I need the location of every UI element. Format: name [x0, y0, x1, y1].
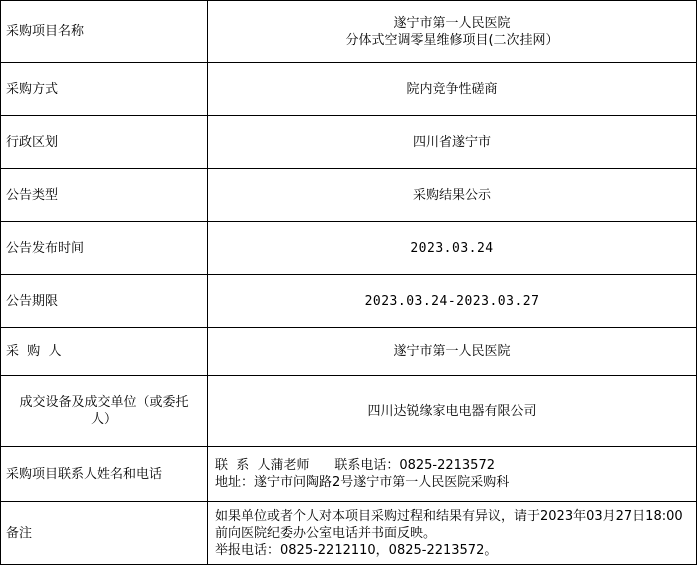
- contact-line-1: [215, 457, 692, 474]
- table-row-winning-bidder: [1, 376, 697, 447]
- row-label: 采 购 人: [1, 328, 208, 376]
- remarks-value: [208, 502, 697, 565]
- table-row-purchaser: [1, 328, 697, 376]
- row-label: 采购项目名称: [1, 1, 208, 63]
- row-label: 公告期限: [1, 275, 208, 328]
- table-row-project-name: [1, 1, 697, 63]
- procurement-method-value: 院内竞争性磋商: [208, 63, 697, 116]
- contact-address: 地址：遂宁市问陶路2号遂宁市第一人民医院采购科: [215, 475, 510, 490]
- contact-phone: 联系电话：0825-2213572: [334, 458, 496, 473]
- table-row-procurement-method: [1, 63, 697, 116]
- row-label: 行政区划: [1, 116, 208, 169]
- row-label: 公告类型: [1, 169, 208, 222]
- table-row-region: [1, 116, 697, 169]
- project-name-line-2: 分体式空调零星维修项目(二次挂网）: [345, 32, 559, 48]
- contact-value: [208, 447, 697, 502]
- row-label: 公告发布时间: [1, 222, 208, 275]
- purchaser-value: 遂宁市第一人民医院: [208, 328, 697, 376]
- contact-person: 联 系 人蒲老师: [215, 458, 310, 473]
- row-label: 采购项目联系人姓名和电话: [1, 447, 208, 502]
- region-value: 四川省遂宁市: [208, 116, 697, 169]
- row-label: 成交设备及成交单位（或委托人）: [1, 376, 208, 447]
- notice-period-value: 2023.03.24-2023.03.27: [208, 275, 697, 328]
- table-row-publish-date: [1, 222, 697, 275]
- project-name-value: [208, 1, 697, 63]
- row-label: 采购方式: [1, 63, 208, 116]
- remarks-line-2: 举报电话：0825-2212110，0825-2213572。: [215, 542, 498, 558]
- table-row-remarks: [1, 502, 697, 565]
- project-name-line-1: 遂宁市第一人民医院: [393, 15, 511, 31]
- notice-type-value: 采购结果公示: [208, 169, 697, 222]
- table-row-notice-type: [1, 169, 697, 222]
- remarks-line-1: 如果单位或者个人对本项目采购过程和结果有异议，请于2023年03月27日18:00前向医院纪委办公室电话并书面反映。: [215, 508, 683, 541]
- publish-date-value: 2023.03.24: [208, 222, 697, 275]
- table-row-contact: [1, 447, 697, 502]
- row-label: 备注: [1, 502, 208, 565]
- winning-bidder-value: 四川达锐缘家电电器有限公司: [208, 376, 697, 447]
- table-row-notice-period: [1, 275, 697, 328]
